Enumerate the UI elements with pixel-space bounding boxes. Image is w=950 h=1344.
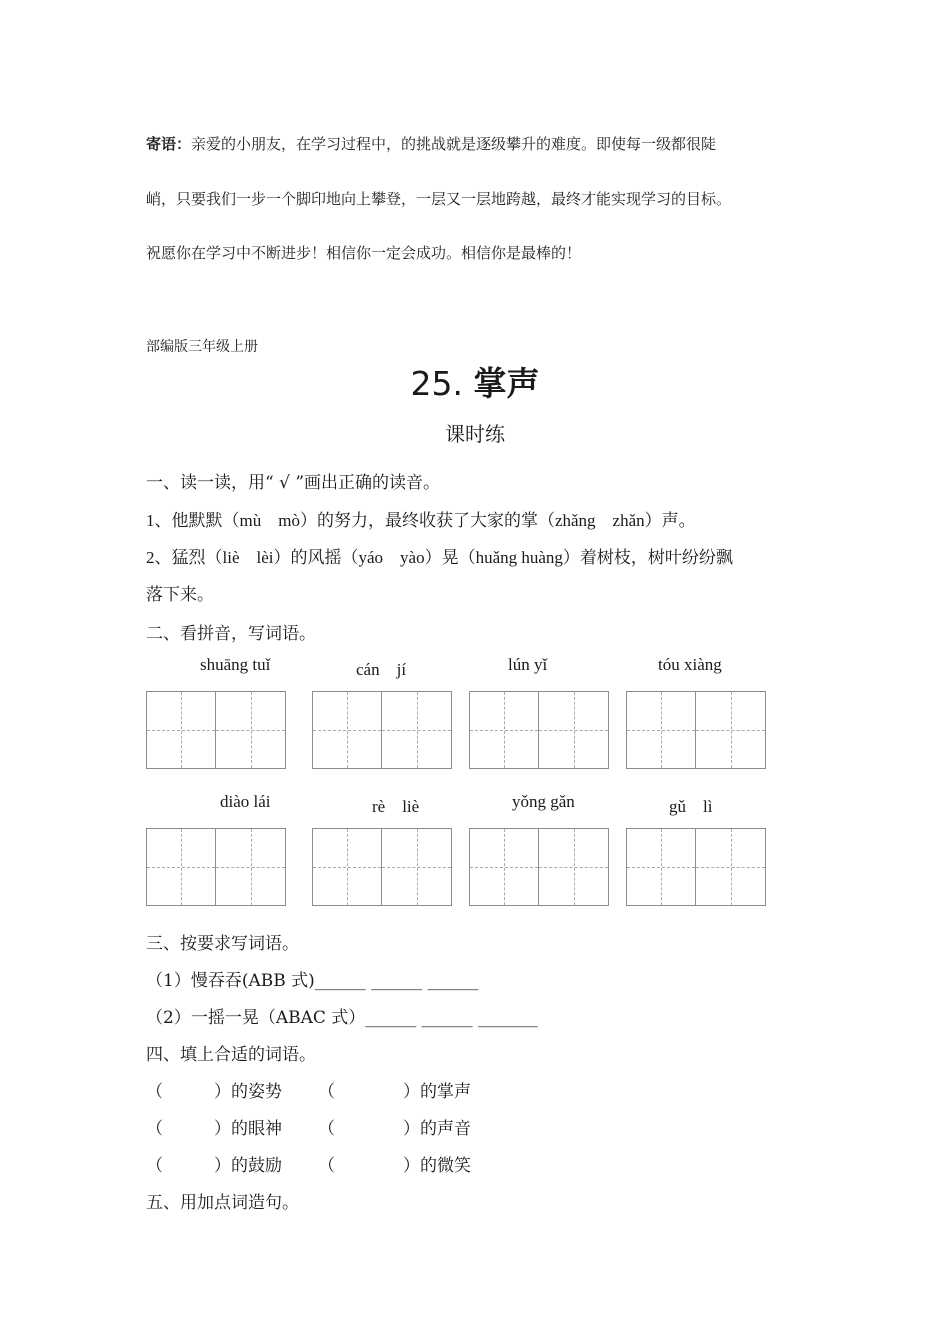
lesson-number: 25.: [410, 364, 463, 403]
writing-box[interactable]: [312, 691, 452, 769]
writing-box[interactable]: [312, 828, 452, 906]
writing-cell[interactable]: [470, 692, 539, 768]
section5-heading: 五、用加点词造句。: [146, 1193, 299, 1213]
writing-box[interactable]: [469, 828, 609, 906]
lesson-name: 掌声: [473, 364, 540, 403]
pinyin-label: diào lái: [220, 792, 271, 811]
grade-label: 部编版三年级上册: [146, 339, 258, 355]
writing-cell[interactable]: [382, 829, 451, 905]
section2-heading: 二、看拼音，写词语。: [146, 624, 316, 644]
pinyin-label: yǒng gǎn: [512, 792, 575, 811]
writing-box[interactable]: [146, 691, 286, 769]
writing-cell[interactable]: [382, 692, 451, 768]
pinyin-label: lún yǐ: [508, 655, 548, 674]
pinyin-label: cán jí: [356, 660, 407, 679]
intro-line-1: [146, 133, 716, 154]
fill-blank-item[interactable]: （ ）的姿势: [146, 1082, 282, 1102]
intro-label: 寄语：: [146, 135, 192, 153]
writing-cell[interactable]: [627, 692, 696, 768]
writing-cell[interactable]: [147, 829, 216, 905]
fill-blank-item[interactable]: （ ）的眼神: [146, 1119, 282, 1139]
section3-q1[interactable]: （1）慢吞吞(ABB 式)______ ______ ______: [146, 971, 479, 991]
writing-cell[interactable]: [696, 829, 765, 905]
writing-cell[interactable]: [313, 829, 382, 905]
writing-box[interactable]: [469, 691, 609, 769]
section3-q2[interactable]: （2）一摇一晃（ABAC 式）______ ______ _______: [146, 1008, 538, 1028]
section3-heading: 三、按要求写词语。: [146, 934, 299, 954]
writing-cell[interactable]: [539, 692, 608, 768]
pinyin-label: gǔ lì: [669, 797, 713, 816]
writing-cell[interactable]: [147, 692, 216, 768]
writing-box[interactable]: [626, 691, 766, 769]
pinyin-label: tóu xiàng: [658, 655, 722, 674]
writing-cell[interactable]: [539, 829, 608, 905]
writing-cell[interactable]: [313, 692, 382, 768]
writing-cell[interactable]: [627, 829, 696, 905]
pinyin-label: shuāng tuǐ: [200, 655, 271, 674]
intro-line-2: 峭，只要我们一步一个脚印地向上攀登，一层又一层地跨越，最终才能实现学习的目标。: [146, 190, 732, 208]
intro-text-1: 亲爱的小朋友，在学习过程中，的挑战就是逐级攀升的难度。即使每一级都很陡: [191, 135, 717, 153]
writing-cell[interactable]: [216, 692, 285, 768]
section1-q2-line1: 2、猛烈（liè lèi）的风摇（yáo yào）晃（huǎng huàng）着树枝，树叶纷纷飘: [146, 548, 733, 567]
writing-box[interactable]: [146, 828, 286, 906]
writing-box[interactable]: [626, 828, 766, 906]
fill-blank-item[interactable]: （ ）的声音: [318, 1119, 471, 1139]
page-title: [0, 358, 950, 405]
section4-heading: 四、填上合适的词语。: [146, 1045, 316, 1065]
section1-q2-line2: 落下来。: [146, 585, 214, 605]
fill-blank-item[interactable]: （ ）的鼓励: [146, 1156, 282, 1176]
writing-cell[interactable]: [470, 829, 539, 905]
page-subtitle: 课时练: [445, 422, 505, 446]
section1-heading: 一、读一读，用“ √ ”画出正确的读音。: [146, 473, 441, 493]
fill-blank-item[interactable]: （ ）的微笑: [318, 1156, 471, 1176]
section1-q1: 1、他默默（mù mò）的努力，最终收获了大家的掌（zhǎng zhǎn）声。: [146, 511, 696, 530]
pinyin-label: rè liè: [372, 797, 420, 816]
writing-cell[interactable]: [696, 692, 765, 768]
writing-cell[interactable]: [216, 829, 285, 905]
fill-blank-item[interactable]: （ ）的掌声: [318, 1082, 471, 1102]
intro-line-3: 祝愿你在学习中不断进步！相信你一定会成功。相信你是最棒的！: [146, 244, 582, 262]
